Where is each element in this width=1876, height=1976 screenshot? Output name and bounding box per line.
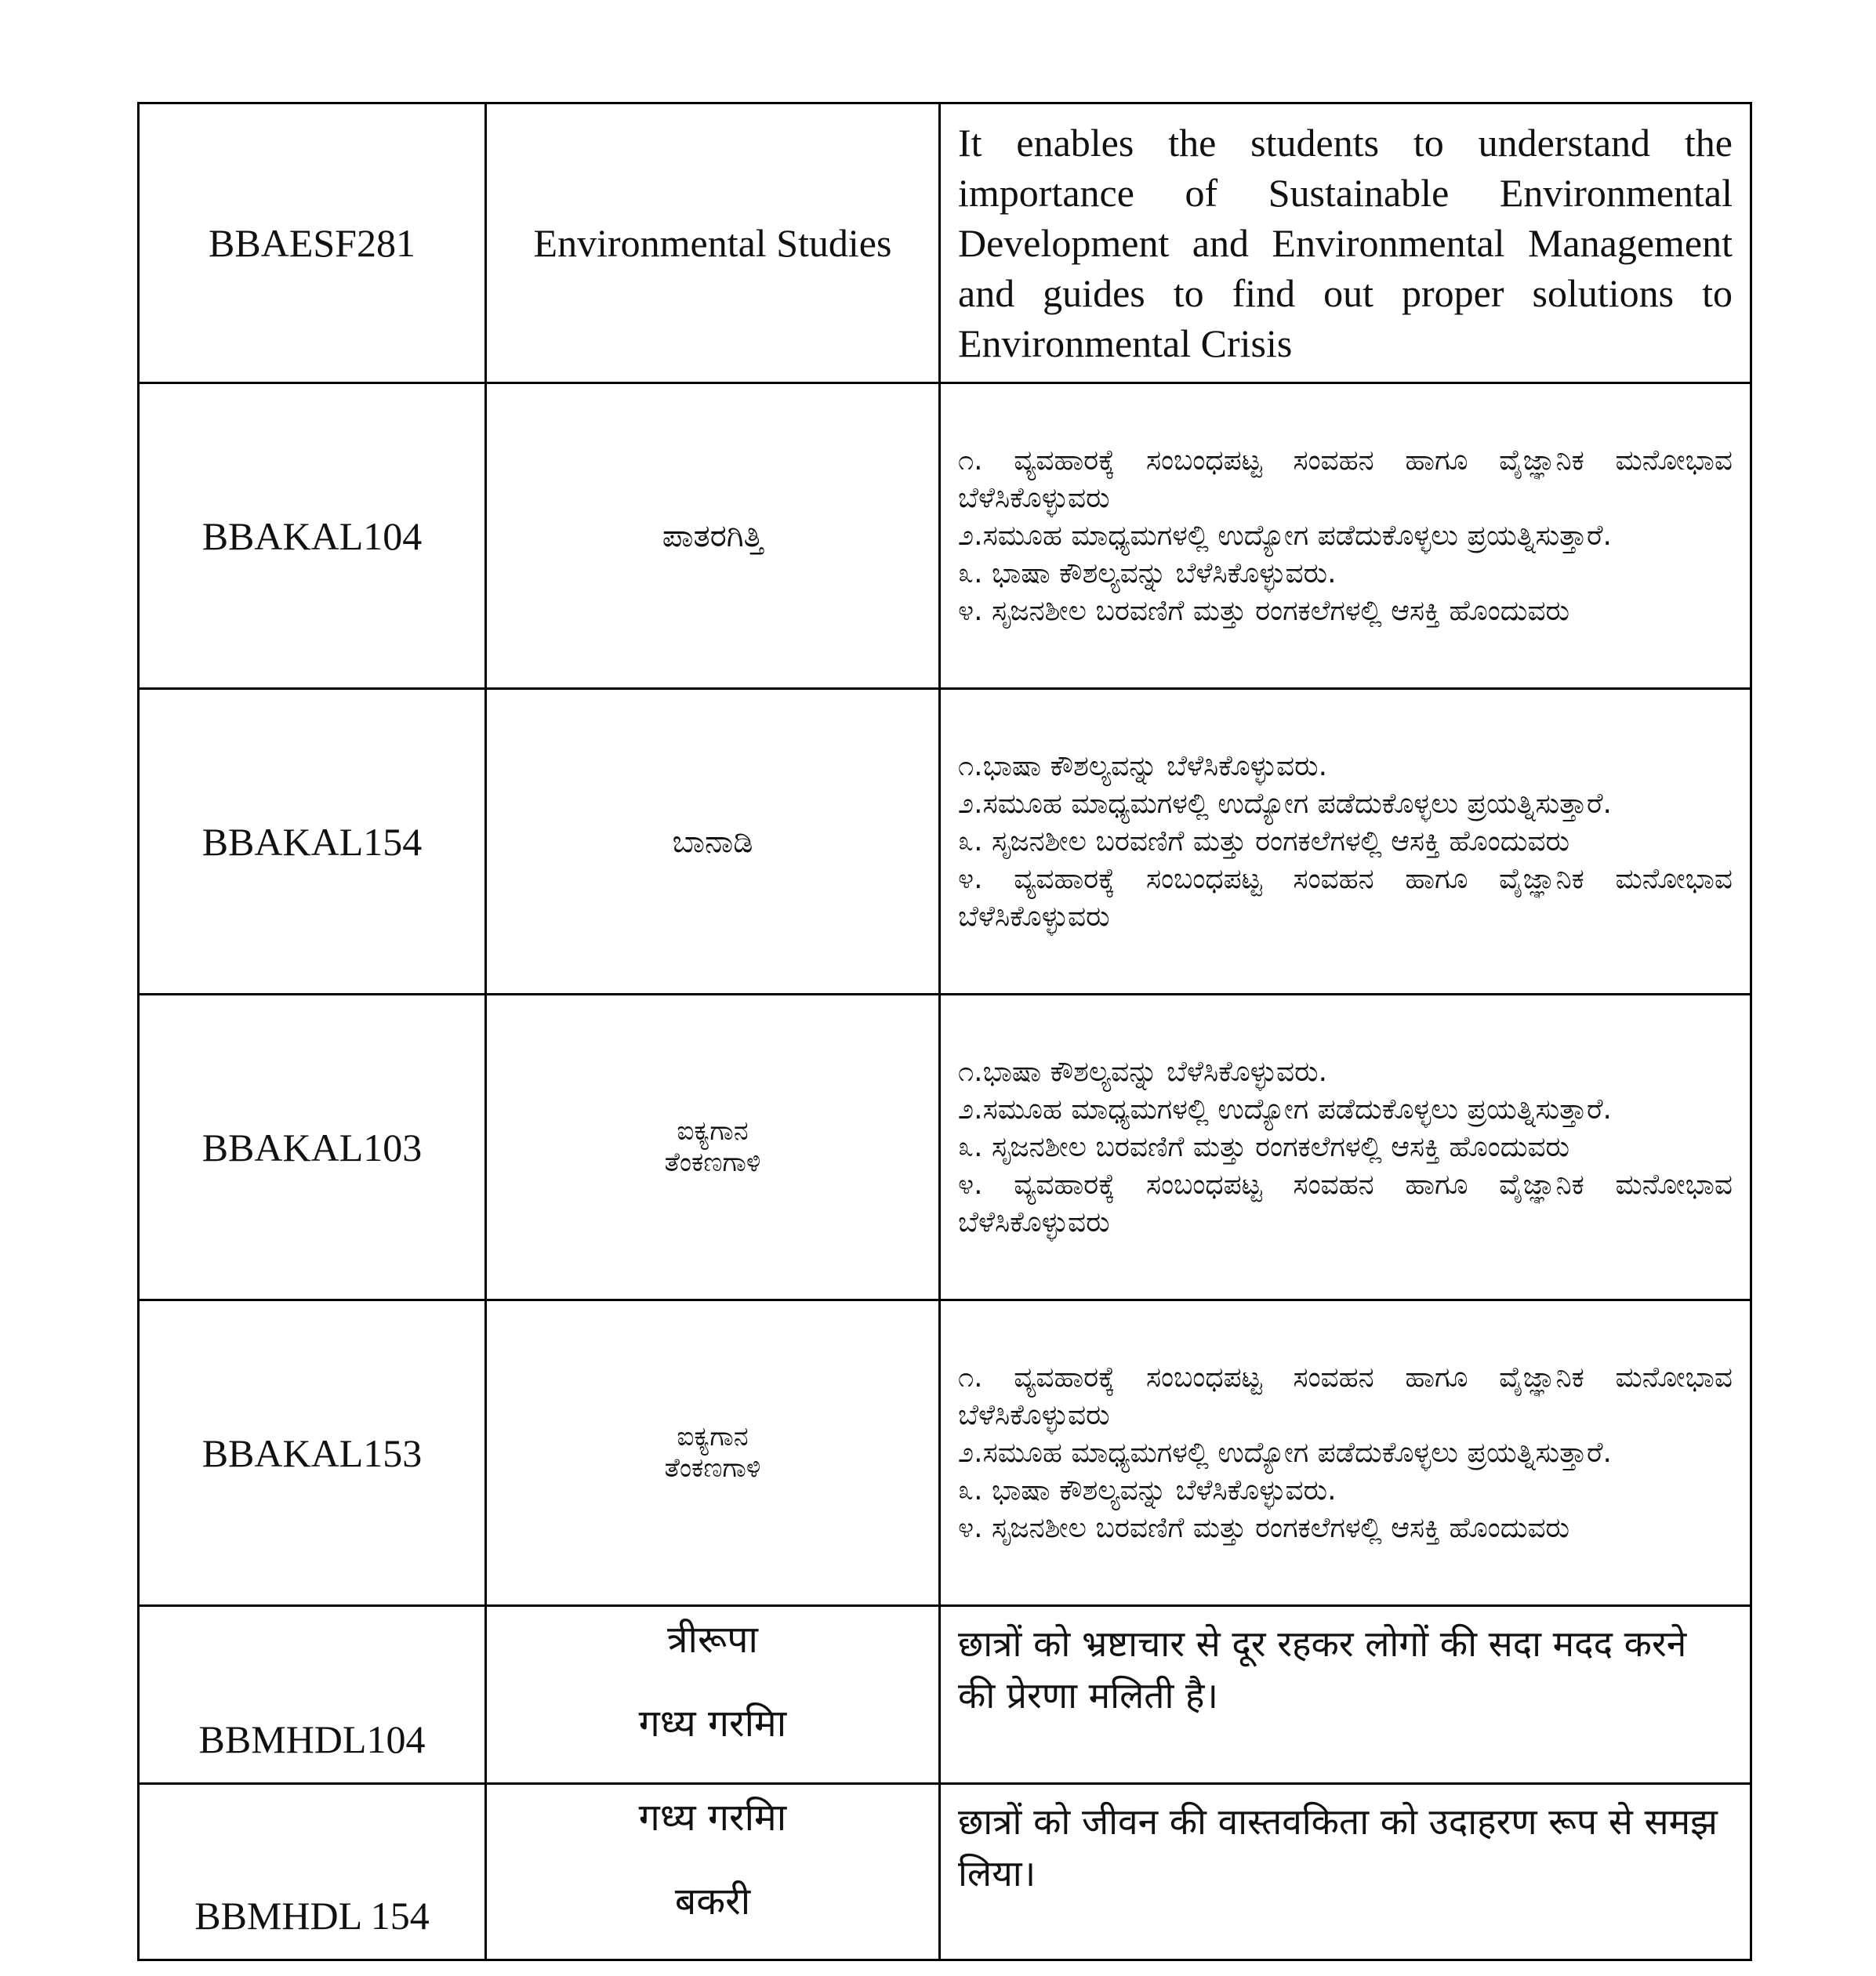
table-row [139,1300,1751,1606]
outcome-item: ೧.ಭಾಷಾ ಕೌಶಲ್ಯವನ್ನು ಬೆಳೆಸಿಕೊಳ್ಳುವರು. [958,1055,1328,1088]
course-title-line: त्रीरूपा [667,1618,758,1662]
course-title-line: गध्य गरमिा [638,1796,787,1840]
table-row [139,995,1751,1300]
outcome-item: ೧. ವ್ಯವಹಾರಕ್ಕೆ ಸಂಬಂಧಪಟ್ಟ ಸಂವಹನ ಹಾಗೂ ವೈಜ್ಞಾನಿಕ ಮನೋಭಾವ ಬೆಳೆಸಿಕೊಳ್ಳುವರು [958,1361,1733,1431]
outcome-item: ೪. ವ್ಯವಹಾರಕ್ಕೆ ಸಂಬಂಧಪಟ್ಟ ಸಂವಹನ ಹಾಗೂ ವೈಜ್ಞಾನಿಕ ಮನೋಭಾವ ಬೆಳೆಸಿಕೊಳ್ಳುವರು [958,862,1733,933]
course-title [486,1300,940,1606]
course-outcome [940,103,1751,383]
course-title [486,995,940,1300]
course-title-line: ಐಕ್ಯಗಾನ [677,1421,749,1453]
outcome-text: It enables the students to understand the importance of Sustainable Environmental Development and Environmental Management and guides to find out proper solutions to Environmental Crisis [958,121,1733,365]
outcome-item: ೧.ಭಾಷಾ ಕೌಶಲ್ಯವನ್ನು ಬೆಳೆಸಿಕೊಳ್ಳುವರು. [958,749,1328,782]
course-code: BBMHDL104 [139,1606,486,1784]
course-title [486,1606,940,1784]
table-row [139,1606,1751,1784]
outcome-item: ೩. ಭಾಷಾ ಕೌಶಲ್ಯವನ್ನು ಬೆಳೆಸಿಕೊಳ್ಳುವರು. [958,1474,1337,1506]
course-title-line: बकरी [674,1880,751,1923]
course-title [486,689,940,995]
table-row [139,1784,1751,1960]
outcome-text: छात्रों को भ्रष्टाचार से दूर रहकर लोगों की सदा मदद करने की प्रेरणा मलिती है। [958,1622,1687,1717]
course-title-line: Environmental Studies [533,221,892,265]
outcome-text: छात्रों को जीवन की वास्तवकिता को उदाहरण रूप से समझ लिया। [958,1800,1718,1894]
course-title [486,1784,940,1960]
course-title-line: ಐಕ್ಯಗಾನ [677,1115,749,1148]
table-row [139,103,1751,383]
outcome-item: ೨.ಸಮೂಹ ಮಾಧ್ಯಮಗಳಲ್ಲಿ ಉದ್ಯೋಗ ಪಡೆದುಕೊಳ್ಳಲು ಪ್ರಯತ್ನಿಸುತ್ತಾರೆ. [958,787,1612,820]
outcome-item: ೪. ಸೃಜನಶೀಲ ಬರವಣಿಗೆ ಮತ್ತು ರಂಗಕಲೆಗಳಲ್ಲಿ ಆಸಕ್ತಿ ಹೊಂದುವರು [958,1511,1570,1544]
course-outcomes-table [137,102,1752,1961]
course-title-line: ಪಾತರಗಿತ್ತಿ [662,517,764,554]
course-outcome [940,1300,1751,1606]
course-title-line: ತೆಂಕಣಗಾಳಿ [664,1146,761,1178]
course-title-line: गध्य गरमिा [638,1702,787,1746]
course-outcome [940,995,1751,1300]
outcome-item: ೩. ಭಾಷಾ ಕೌಶಲ್ಯವನ್ನು ಬೆಳೆಸಿಕೊಳ್ಳುವರು. [958,557,1337,589]
course-code: BBAKAL103 [139,995,486,1300]
course-code: BBAKAL154 [139,689,486,995]
outcome-item: ೪. ವ್ಯವಹಾರಕ್ಕೆ ಸಂಬಂಧಪಟ್ಟ ಸಂವಹನ ಹಾಗೂ ವೈಜ್ಞಾನಿಕ ಮನೋಭಾವ ಬೆಳೆಸಿಕೊಳ್ಳುವರು [958,1168,1733,1238]
outcome-item: ೪. ಸೃಜನಶೀಲ ಬರವಣಿಗೆ ಮತ್ತು ರಂಗಕಲೆಗಳಲ್ಲಿ ಆಸಕ್ತಿ ಹೊಂದುವರು [958,594,1570,627]
course-code: BBAESF281 [139,103,486,383]
outcome-item: ೨.ಸಮೂಹ ಮಾಧ್ಯಮಗಳಲ್ಲಿ ಉದ್ಯೋಗ ಪಡೆದುಕೊಳ್ಳಲು ಪ್ರಯತ್ನಿಸುತ್ತಾರೆ. [958,1093,1612,1126]
course-outcome [940,1784,1751,1960]
course-code: BBMHDL 154 [139,1784,486,1960]
course-title [486,383,940,689]
table-row [139,689,1751,995]
course-code: BBAKAL153 [139,1300,486,1606]
outcome-item: ೩. ಸೃಜನಶೀಲ ಬರವಣಿಗೆ ಮತ್ತು ರಂಗಕಲೆಗಳಲ್ಲಿ ಆಸಕ್ತಿ ಹೊಂದುವರು [958,1130,1570,1163]
outcome-item: ೨.ಸಮೂಹ ಮಾಧ್ಯಮಗಳಲ್ಲಿ ಉದ್ಯೋಗ ಪಡೆದುಕೊಳ್ಳಲು ಪ್ರಯತ್ನಿಸುತ್ತಾರೆ. [958,519,1612,552]
table-row [139,383,1751,689]
outcome-item: ೨.ಸಮೂಹ ಮಾಧ್ಯಮಗಳಲ್ಲಿ ಉದ್ಯೋಗ ಪಡೆದುಕೊಳ್ಳಲು ಪ್ರಯತ್ನಿಸುತ್ತಾರೆ. [958,1436,1612,1469]
course-title [486,103,940,383]
course-title-line: ತೆಂಕಣಗಾಳಿ [664,1452,761,1484]
course-outcome [940,689,1751,995]
outcome-item: ೩. ಸೃಜನಶೀಲ ಬರವಣಿಗೆ ಮತ್ತು ರಂಗಕಲೆಗಳಲ್ಲಿ ಆಸಕ್ತಿ ಹೊಂದುವರು [958,825,1570,857]
course-code: BBAKAL104 [139,383,486,689]
course-outcome [940,1606,1751,1784]
course-outcome [940,383,1751,689]
outcome-item: ೧. ವ್ಯವಹಾರಕ್ಕೆ ಸಂಬಂಧಪಟ್ಟ ಸಂವಹನ ಹಾಗೂ ವೈಜ್ಞಾನಿಕ ಮನೋಭಾವ ಬೆಳೆಸಿಕೊಳ್ಳುವರು [958,444,1733,514]
course-title-line: ಬಾನಾಡಿ [672,823,753,860]
